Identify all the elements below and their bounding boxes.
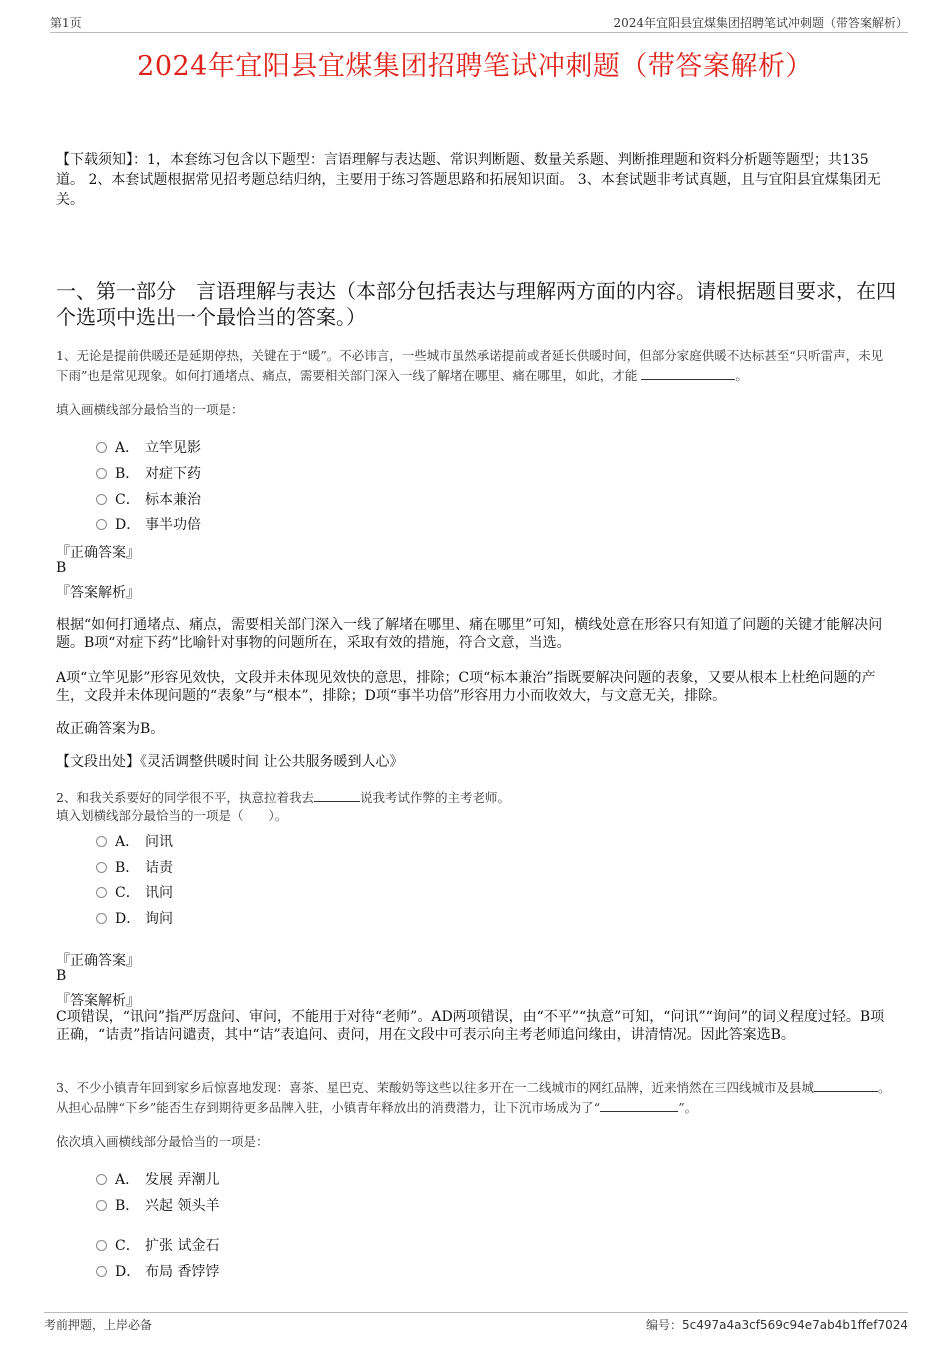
radio-icon[interactable] [96, 836, 107, 847]
question-3-prompt: 依次填入画横线部分最恰当的一项是： [56, 1134, 269, 1149]
question-3-stem: 3、不少小镇青年回到家乡后惊喜地发现：喜茶、星巴克、茉酸奶等这些以往多开在一二线城市的网红品牌，近来悄然在三四线城市及县城 。从担心品牌“下乡”能否生存到期待更多品牌入驻，小镇青年释放出的消费潜力，让下沉市场成为了“ ”。 [56, 1080, 891, 1115]
q3-option-c[interactable]: C． 扩张 试金石 [96, 1235, 219, 1255]
footer-slogan: 考前押题，上岸必备 [44, 1318, 153, 1332]
q2-option-b[interactable]: B． 诘责 [96, 857, 173, 877]
footer-code: 编号：5c497a4a3cf569c94e7ab4b1ffef7024 [645, 1318, 908, 1332]
radio-icon[interactable] [96, 1240, 107, 1251]
q2-option-a[interactable]: A． 问讯 [96, 831, 173, 851]
q1-option-b[interactable]: B． 对症下药 [96, 463, 201, 483]
radio-icon[interactable] [96, 468, 107, 479]
q1-option-c[interactable]: C． 标本兼治 [96, 489, 201, 509]
q1-answer: B [56, 560, 67, 576]
page-footer [44, 1312, 908, 1333]
q2-answer: B [56, 968, 67, 984]
radio-icon[interactable] [96, 887, 107, 898]
q1-analysis-para-1: 根据“如何打通堵点、痛点，需要相关部门深入一线了解堵在哪里、痛在哪里”可知，横线处意在形容只有知道了问题的关键才能解决问题。B项“对症下药”比喻针对事物的问题所在，采取有效的措施，符合文意，当选。 [56, 617, 883, 651]
header-doc-title: 2024年宜阳县宜煤集团招聘笔试冲刺题（带答案解析） [613, 16, 908, 30]
radio-icon[interactable] [96, 494, 107, 505]
page-number: 第1页 [50, 16, 82, 30]
q2-option-c[interactable]: C． 讯问 [96, 882, 173, 902]
radio-icon[interactable] [96, 1266, 107, 1277]
radio-icon[interactable] [96, 862, 107, 873]
q2-answer-label: 『正确答案』 [56, 953, 140, 969]
answer-blank [314, 789, 360, 802]
q3-option-b[interactable]: B． 兴起 领头羊 [96, 1195, 219, 1215]
radio-icon[interactable] [96, 913, 107, 924]
q1-analysis-para-3: 故正确答案为B。 [56, 721, 165, 737]
page-header [50, 14, 908, 33]
q1-analysis-para-2: A项“立竿见影”形容见效快，文段并未体现见效快的意思，排除；C项“标本兼治”指既要解决问题的表象，又要从根本上杜绝问题的产生，文段并未体现问题的“表象”与“根本”，排除；D项“事半功倍”形容用力小而收效大，与文意无关，排除。 [56, 670, 876, 704]
download-notice: 【下载须知】：1，本套练习包含以下题型：言语理解与表达题、常识判断题、数量关系题、判断推理题和资料分析题等题型；共135道。 2、本套试题根据常见招考题总结归纳，主要用于练习答题思路和拓展知识面。 3、本套试题非考试真题，且与宜阳县宜煤集团无关。 [56, 152, 881, 208]
q1-option-d[interactable]: D． 事半功倍 [96, 514, 201, 534]
radio-icon[interactable] [96, 1200, 107, 1211]
question-1-stem: 1、无论是提前供暖还是延期停热，关键在于“暖”。不必讳言，一些城市虽然承诺提前或者延长供暖时间，但部分家庭供暖不达标甚至“只听雷声，未见下雨”也是常见现象。如何打通堵点、痛点，需要相关部门深入一线了解堵在哪里、痛在哪里，如此，才能 。 [56, 348, 884, 383]
radio-icon[interactable] [96, 442, 107, 453]
question-1-prompt: 填入画横线部分最恰当的一项是： [56, 402, 244, 417]
page-title: 2024年宜阳县宜煤集团招聘笔试冲刺题（带答案解析） [137, 51, 813, 82]
q2-analysis-label: 『答案解析』 [56, 993, 140, 1009]
section-heading: 一、第一部分 言语理解与表达（本部分包括表达与理解两方面的内容。请根据题目要求，在四个选项中选出一个最恰当的答案。） [56, 279, 896, 329]
q2-analysis: C项错误，“讯问”指严厉盘问、审问，不能用于对待“老师”。AD两项错误，由“不平”“执意”可知，“问讯”“询问”的词义程度过轻。B项正确，“诘责”指诘问谴责，其中“诘”表追问、责问，用在文段中可表示向主考老师追问缘由，讲清情况。因此答案选B。 [56, 1009, 885, 1043]
q1-option-a[interactable]: A． 立竿见影 [96, 437, 201, 457]
q3-option-d[interactable]: D． 布局 香饽饽 [96, 1261, 219, 1281]
q1-source: 【文段出处】《灵活调整供暖时间 让公共服务暖到人心》 [56, 754, 404, 770]
question-2-stem: 2、和我关系要好的同学很不平，执意拉着我去 说我考试作弊的主考老师。 [56, 790, 510, 805]
radio-icon[interactable] [96, 1174, 107, 1185]
question-2-prompt: 填入划横线部分最恰当的一项是（ ）。 [56, 808, 288, 823]
answer-blank [600, 1099, 678, 1112]
q3-option-a[interactable]: A． 发展 弄潮儿 [96, 1169, 219, 1189]
radio-icon[interactable] [96, 519, 107, 530]
answer-blank [814, 1079, 878, 1092]
q1-analysis-label: 『答案解析』 [56, 585, 140, 601]
q2-option-d[interactable]: D． 询问 [96, 908, 173, 928]
answer-blank [641, 367, 735, 380]
q1-answer-label: 『正确答案』 [56, 545, 140, 561]
